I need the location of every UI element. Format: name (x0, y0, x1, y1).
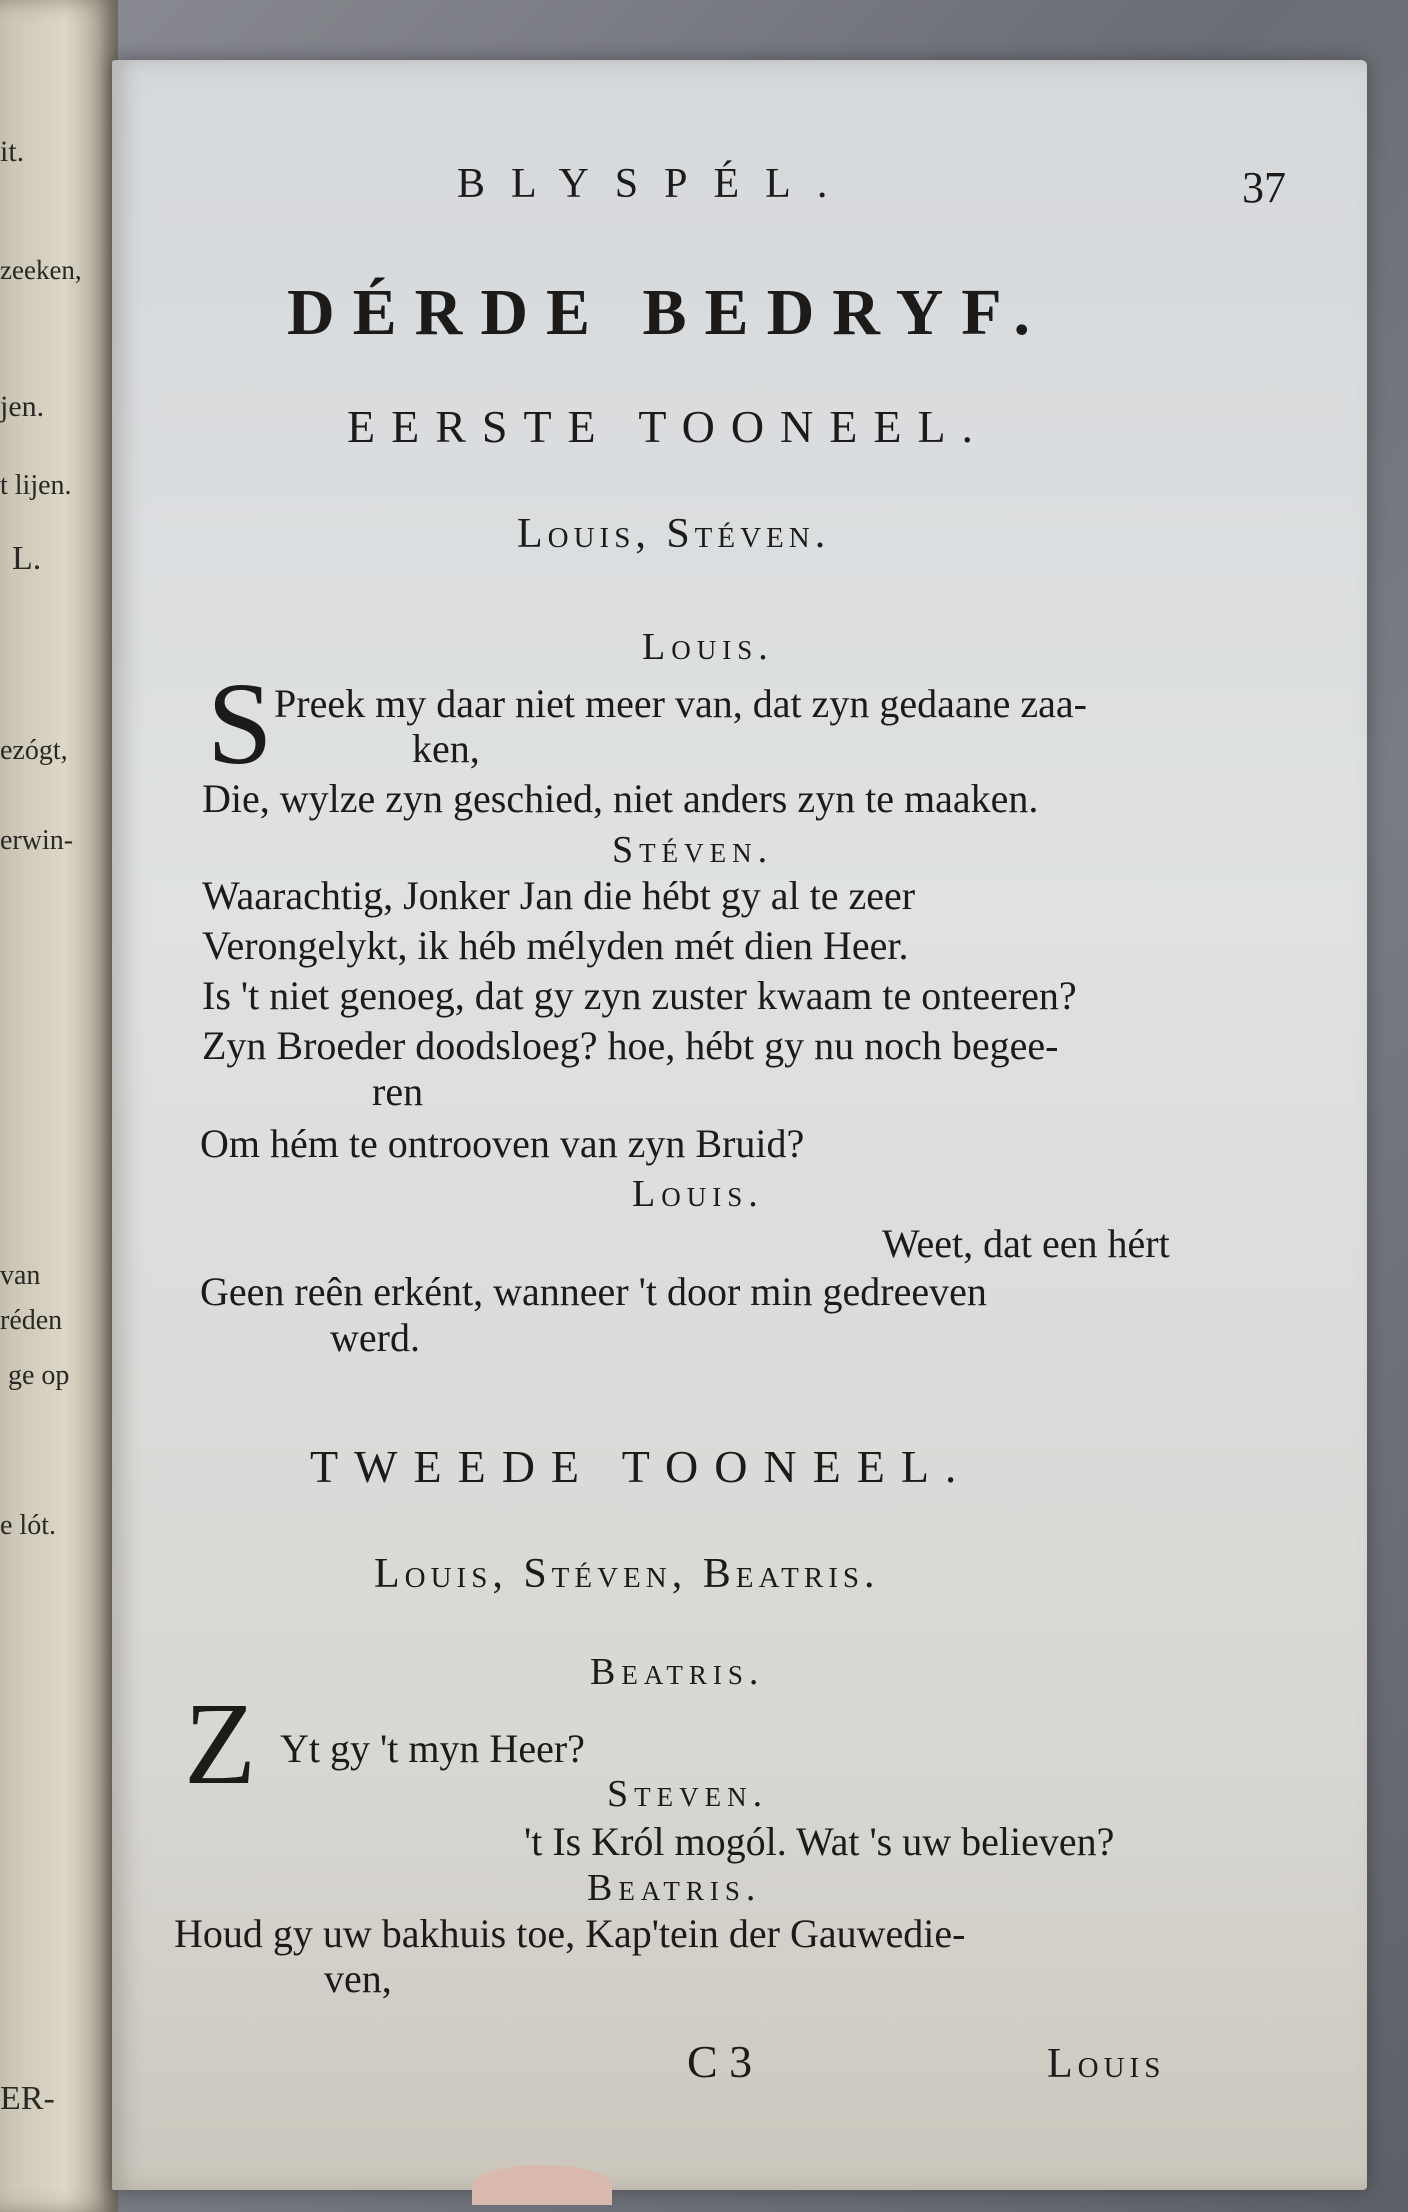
verse-line: ven, (324, 1956, 392, 2001)
left-page-fragment: ER- (0, 2080, 55, 2117)
left-page-fragment: jen. (0, 390, 45, 423)
speaker-name: Louis. (632, 1173, 764, 1215)
left-page-fragment: zeeken, (0, 255, 82, 285)
verse-line: ren (372, 1069, 424, 1114)
scene-cast: Louis, Stéven, Beatris. (374, 1551, 880, 1597)
verse-line: 't Is Król mogól. Wat 's uw believen? (524, 1819, 1115, 1864)
left-page-fragment: t lijen. (0, 470, 72, 501)
scene-title: TWEEDE TOONEEL. (310, 1441, 973, 1492)
left-page-fragment: L. (12, 540, 42, 577)
left-page-fragment: van (0, 1260, 41, 1291)
signature-mark: C 3 (687, 2036, 753, 2087)
left-page-fragment: ezógt, (0, 735, 68, 766)
left-page-fragment: réden (0, 1305, 63, 1336)
left-page-fragment: e lót. (0, 1510, 56, 1541)
verse-line: Preek my daar niet meer van, dat zyn gedaane zaa- (274, 681, 1087, 726)
running-head: BLYSPÉL. (457, 161, 854, 207)
speaker-name: Beatris. (587, 1867, 762, 1909)
left-page-fragment: it. (0, 135, 25, 168)
verse-line: Om hém te ontrooven van zyn Bruid? (200, 1121, 805, 1166)
book-page (112, 60, 1367, 2190)
left-facing-page (0, 0, 118, 2212)
speaker-name: Louis. (642, 626, 774, 668)
speaker-name: Beatris. (590, 1651, 765, 1693)
left-page-fragment: erwin- (0, 825, 74, 856)
verse-line: Die, wylze zyn geschied, niet anders zyn te maaken. (202, 776, 1039, 821)
verse-line: Verongelykt, ik héb mélyden mét dien Heer. (202, 923, 909, 968)
drop-cap: S (207, 658, 273, 789)
page-number: 37 (1242, 163, 1286, 212)
verse-line: Yt gy 't myn Heer? (280, 1726, 585, 1771)
verse-line: Is 't niet genoeg, dat gy zyn zuster kwaam te onteeren? (202, 973, 1077, 1018)
left-page-fragment: ge op (8, 1360, 70, 1391)
page-stain (472, 2165, 612, 2205)
verse-line: ken, (412, 726, 480, 771)
act-title: DÉRDE BEDRYF. (287, 276, 1049, 349)
speaker-name: Stéven. (612, 829, 774, 871)
scene-cast: Louis, Stéven. (517, 511, 831, 557)
verse-line: Weet, dat een hért (882, 1221, 1170, 1266)
verse-line: werd. (330, 1315, 420, 1360)
drop-cap: Z (184, 1678, 257, 1809)
verse-line: Zyn Broeder doodsloeg? hoe, hébt gy nu noch begee- (202, 1023, 1059, 1068)
verse-line: Waarachtig, Jonker Jan die hébt gy al te zeer (202, 873, 916, 918)
scene-title: EERSTE TOONEEL. (347, 401, 990, 452)
verse-line: Geen reên erként, wanneer 't door min gedreeven (200, 1269, 987, 1314)
verse-line: Houd gy uw bakhuis toe, Kap'tein der Gauwedie- (174, 1911, 966, 1956)
speaker-name: Steven. (607, 1773, 769, 1815)
catchword: Louis (1047, 2041, 1166, 2087)
